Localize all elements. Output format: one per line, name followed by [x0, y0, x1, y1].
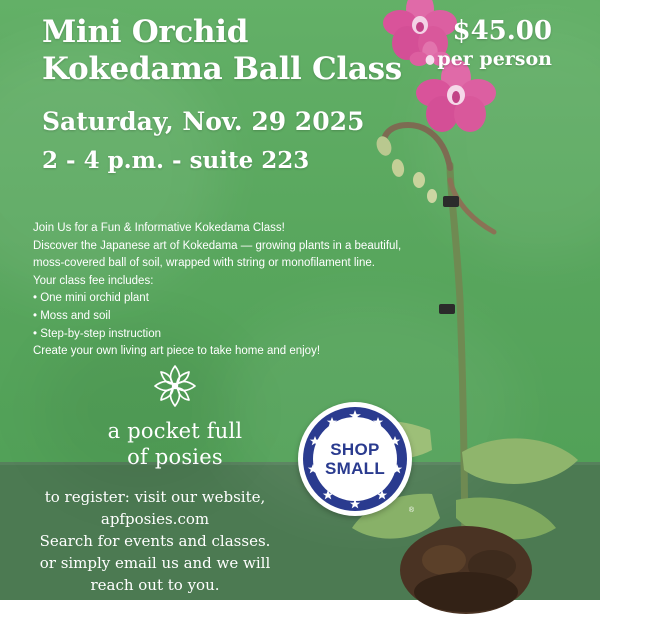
website-url[interactable]: apfposies.com [100, 510, 210, 528]
headline-line-2: Kokedama Ball Class [42, 51, 402, 87]
price-block [352, 16, 552, 72]
flower-icon [149, 360, 201, 412]
headline-line-1: Mini Orchid [42, 14, 249, 50]
email-address[interactable]: apfposies@gmail.com [72, 598, 238, 616]
description-line: moss-covered ball of soil, wrapped with string or monofilament line. [33, 257, 375, 270]
description-line: Your class fee includes: [33, 274, 154, 287]
register-line: reach out to you. [90, 576, 220, 594]
badge-label [313, 417, 397, 501]
badge-line-2: SMALL [324, 459, 386, 478]
brand-name-line-1: a pocket full [107, 419, 243, 443]
description-list-item: • Step-by-step instruction [33, 327, 162, 340]
badge-line-1: SHOP [330, 440, 380, 459]
event-time-location: 2 - 4 p.m. - suite 223 [42, 147, 310, 174]
price-per-person: per person [437, 48, 552, 70]
brand-logo [60, 360, 290, 470]
brand-name-line-2: of posies [127, 445, 223, 469]
registration-block [20, 486, 290, 618]
event-date: Saturday, Nov. 29 2025 [42, 107, 365, 136]
description-line: Create your own living art piece to take home and enjoy! [33, 345, 321, 358]
shop-small-badge [298, 402, 412, 516]
description-list-item: • One mini orchid plant [33, 292, 149, 305]
price-amount: $45.00 [452, 16, 552, 46]
badge-trademark: ® [408, 507, 414, 514]
register-line: to register: visit our website, [44, 488, 266, 506]
description-line: Discover the Japanese art of Kokedama — growing plants in a beautiful, [33, 239, 402, 252]
description-line: Join Us for a Fun & Informative Kokedama Class! [33, 222, 285, 234]
description-block [33, 220, 453, 361]
register-line: or simply email us and we will [39, 554, 271, 572]
register-line: Search for events and classes. [39, 532, 271, 550]
description-list-item: • Moss and soil [33, 309, 111, 322]
